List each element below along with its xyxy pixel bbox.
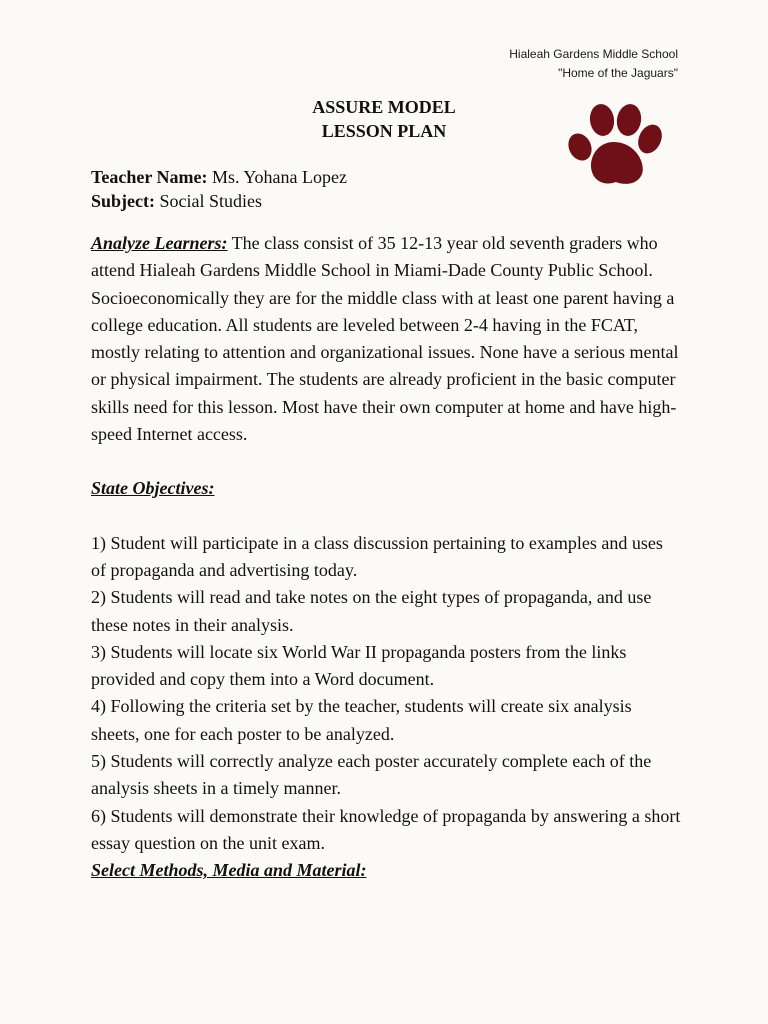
document-title bbox=[0, 95, 768, 143]
analyze-learners-text: The class consist of 35 12-13 year old seventh graders who attend Hialeah Gardens Middle School in Miami-Dade County Public School. Socioeconomically they are for the middle class with at least one parent having a college education. All students are leveled between 2-4 having in the FCAT, mostly relating to attention and organizational issues. None have a serious mental or physical impairment. The students are already proficient in the basic computer skills need for this lesson. Most have their own computer at home and have high-speed Internet access. bbox=[91, 233, 679, 445]
objective-item: 2) Students will read and take notes on the eight types of propaganda, and use these notes in their analysis. bbox=[91, 587, 652, 635]
school-header bbox=[509, 45, 678, 83]
analyze-learners-heading: Analyze Learners: bbox=[91, 233, 228, 253]
title-line-2: LESSON PLAN bbox=[321, 121, 447, 141]
objective-item: 1) Student will participate in a class discussion pertaining to examples and uses of propaganda and advertising today. bbox=[91, 532, 663, 580]
subject-value: Social Studies bbox=[155, 191, 262, 211]
analyze-learners-paragraph bbox=[91, 230, 681, 448]
subject-line bbox=[91, 189, 681, 213]
title-line-1: ASSURE MODEL bbox=[312, 97, 456, 117]
state-objectives-heading: State Objectives: bbox=[91, 478, 215, 499]
subject-label: Subject: bbox=[91, 191, 155, 211]
teacher-label: Teacher Name: bbox=[91, 167, 208, 187]
school-motto: "Home of the Jaguars" bbox=[558, 66, 678, 80]
objective-item: 5) Students will correctly analyze each poster accurately complete each of the analysis sheets in a timely manner. bbox=[91, 751, 652, 799]
teacher-line bbox=[91, 165, 681, 189]
teacher-value: Ms. Yohana Lopez bbox=[207, 167, 347, 187]
objective-item: 4) Following the criteria set by the teacher, students will create six analysis sheets, one for each poster to be analyzed. bbox=[91, 696, 632, 744]
lesson-plan-body bbox=[91, 165, 681, 885]
school-name: Hialeah Gardens Middle School bbox=[509, 47, 678, 61]
methods-heading: Select Methods, Media and Material: bbox=[91, 860, 367, 881]
objective-item: 3) Students will locate six World War II propaganda posters from the links provided and copy them into a Word document. bbox=[91, 641, 627, 690]
objective-item: 6) Students will demonstrate their knowledge of propaganda by answering a short essay question on the unit exam. bbox=[91, 805, 681, 853]
objectives-list bbox=[91, 530, 681, 858]
